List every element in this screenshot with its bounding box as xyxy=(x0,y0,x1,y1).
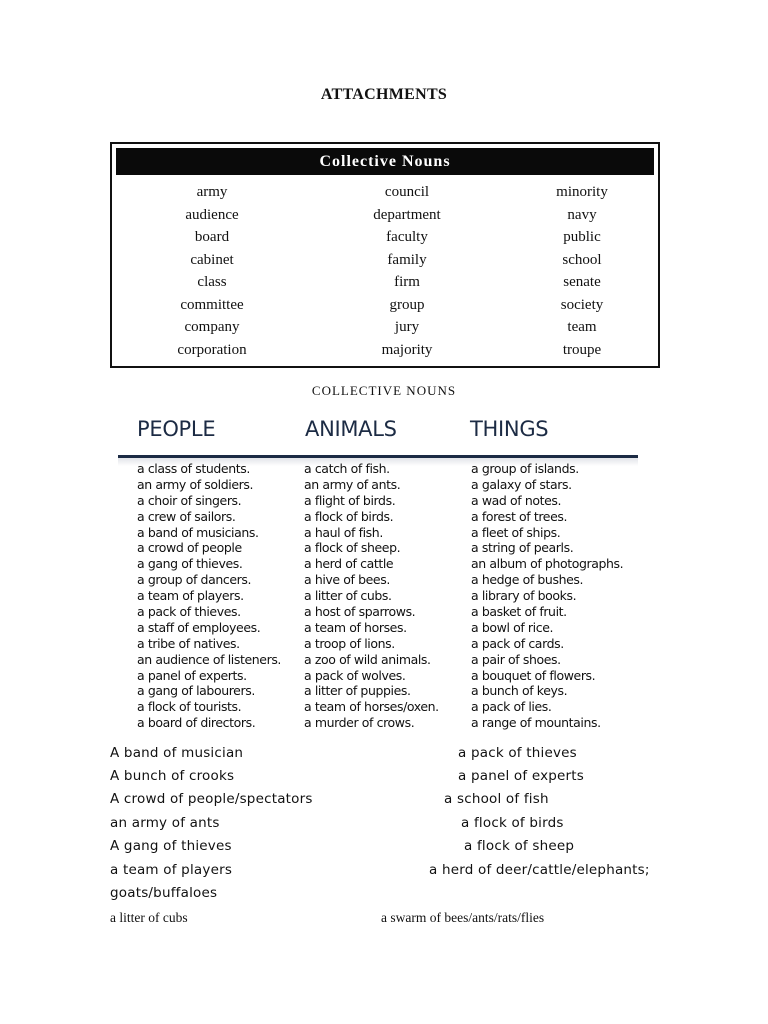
list-item: a haul of fish. xyxy=(304,524,383,540)
box-word: council xyxy=(384,184,430,200)
list-item: a pack of wolves. xyxy=(304,667,406,683)
list-item: a host of sparrows. xyxy=(304,604,416,620)
example-left: A gang of thieves xyxy=(110,838,232,854)
box-word: majority xyxy=(381,341,433,358)
box-header: Collective Nouns xyxy=(116,148,654,175)
list-item: a zoo of wild animals. xyxy=(304,651,431,667)
box-word: school xyxy=(562,251,602,268)
list-item: a band of musicians. xyxy=(137,524,259,540)
example-right: a swarm of bees/ants/rats/flies xyxy=(381,910,545,925)
box-word: company xyxy=(184,319,240,335)
things-column xyxy=(471,461,623,731)
people-column xyxy=(137,461,281,731)
list-item: a litter of cubs. xyxy=(304,588,392,604)
list-item: a herd of cattle xyxy=(304,556,394,572)
box-word: senate xyxy=(563,274,601,290)
list-item: an army of soldiers. xyxy=(137,476,254,492)
list-item: a galaxy of stars. xyxy=(471,476,572,492)
list-item: a flock of tourists. xyxy=(137,699,242,715)
example-right: a flock of sheep xyxy=(464,838,575,854)
example-left: an army of ants xyxy=(110,815,220,831)
example-left: a litter of cubs xyxy=(110,910,188,925)
list-item: a troop of lions. xyxy=(304,635,395,651)
example-right: a pack of thieves xyxy=(458,745,577,761)
list-item: a group of islands. xyxy=(471,461,579,476)
box-word: public xyxy=(563,229,601,245)
list-item: a hive of bees. xyxy=(304,572,390,588)
list-item: a panel of experts. xyxy=(137,667,247,683)
list-item: a catch of fish. xyxy=(304,461,390,476)
list-item: a bowl of rice. xyxy=(471,619,554,635)
list-item: a flight of birds. xyxy=(304,492,396,508)
box-column-2 xyxy=(327,181,487,361)
list-item: a team of horses/oxen. xyxy=(304,699,439,715)
list-item: a litter of puppies. xyxy=(304,683,411,699)
list-item: a range of mountains. xyxy=(471,715,601,731)
example-right: a panel of experts xyxy=(458,768,585,784)
box-column-1 xyxy=(132,181,292,361)
list-item: a board of directors. xyxy=(137,715,256,731)
list-item: a bunch of keys. xyxy=(471,683,568,699)
animals-header: ANIMALS xyxy=(305,417,397,441)
things-header: THINGS xyxy=(470,417,549,441)
box-word: audience xyxy=(185,206,239,223)
list-item: an album of photographs. xyxy=(471,556,624,572)
example-left: A bunch of crooks xyxy=(110,768,235,784)
list-item: an audience of listeners. xyxy=(137,651,282,667)
list-item: a forest of trees. xyxy=(471,508,568,524)
list-item: a team of players. xyxy=(137,588,244,604)
list-item: a string of pearls. xyxy=(471,540,574,556)
list-item: a tribe of natives. xyxy=(137,635,240,651)
box-word: troupe xyxy=(562,341,602,358)
list-item: a team of horses. xyxy=(304,619,407,635)
box-word: family xyxy=(387,251,427,268)
section-subheading: COLLECTIVE NOUNS xyxy=(311,383,457,398)
list-item: a crew of sailors. xyxy=(137,508,236,524)
box-word: firm xyxy=(394,274,420,290)
box-word: department xyxy=(373,206,441,223)
box-word: team xyxy=(567,319,597,335)
list-item: a pack of lies. xyxy=(471,699,552,715)
list-item: a wad of notes. xyxy=(471,492,562,508)
list-item: a fleet of ships. xyxy=(471,524,561,540)
list-item: a pack of cards. xyxy=(471,635,564,651)
example-left: a team of players xyxy=(110,862,233,878)
box-word: navy xyxy=(567,206,597,223)
list-item: a flock of birds. xyxy=(304,508,394,524)
people-header: PEOPLE xyxy=(137,417,216,441)
list-item: a basket of fruit. xyxy=(471,604,567,620)
example-left-continued: goats/buffaloes xyxy=(110,885,218,901)
list-item: an army of ants. xyxy=(304,476,401,492)
list-item: a hedge of bushes. xyxy=(471,572,584,588)
list-item: a library of books. xyxy=(471,588,577,604)
list-item: a gang of thieves. xyxy=(137,556,243,572)
example-left: A band of musician xyxy=(110,745,244,761)
page-title: ATTACHMENTS xyxy=(320,86,448,103)
list-item: a pack of thieves. xyxy=(137,604,241,620)
list-item: a flock of sheep. xyxy=(304,540,401,556)
list-item: a murder of crows. xyxy=(304,715,415,731)
example-right: a flock of birds xyxy=(461,815,564,831)
box-word: society xyxy=(560,296,604,313)
box-word: committee xyxy=(180,296,244,313)
box-word: faculty xyxy=(386,229,428,245)
box-column-3 xyxy=(512,181,652,361)
list-item: a gang of labourers. xyxy=(137,683,255,699)
example-right: a herd of deer/cattle/elephants; xyxy=(429,862,650,878)
example-left: A crowd of people/spectators xyxy=(110,791,313,807)
box-word: army xyxy=(196,184,228,200)
list-item: a staff of employees. xyxy=(137,619,261,635)
box-word: minority xyxy=(556,184,608,200)
box-word: cabinet xyxy=(190,251,234,268)
box-word: corporation xyxy=(177,341,247,358)
box-word: jury xyxy=(394,319,420,335)
box-word: class xyxy=(197,274,227,290)
example-right: a school of fish xyxy=(444,791,549,807)
list-item: a choir of singers. xyxy=(137,492,242,508)
animals-column xyxy=(304,461,439,731)
list-item: a crowd of people xyxy=(137,540,242,556)
box-word: board xyxy=(194,229,230,245)
list-item: a class of students. xyxy=(137,461,250,476)
box-word: group xyxy=(389,296,425,313)
list-item: a bouquet of flowers. xyxy=(471,667,596,683)
list-item: a pair of shoes. xyxy=(471,651,561,667)
list-item: a group of dancers. xyxy=(137,572,252,588)
collective-nouns-box xyxy=(110,142,660,368)
